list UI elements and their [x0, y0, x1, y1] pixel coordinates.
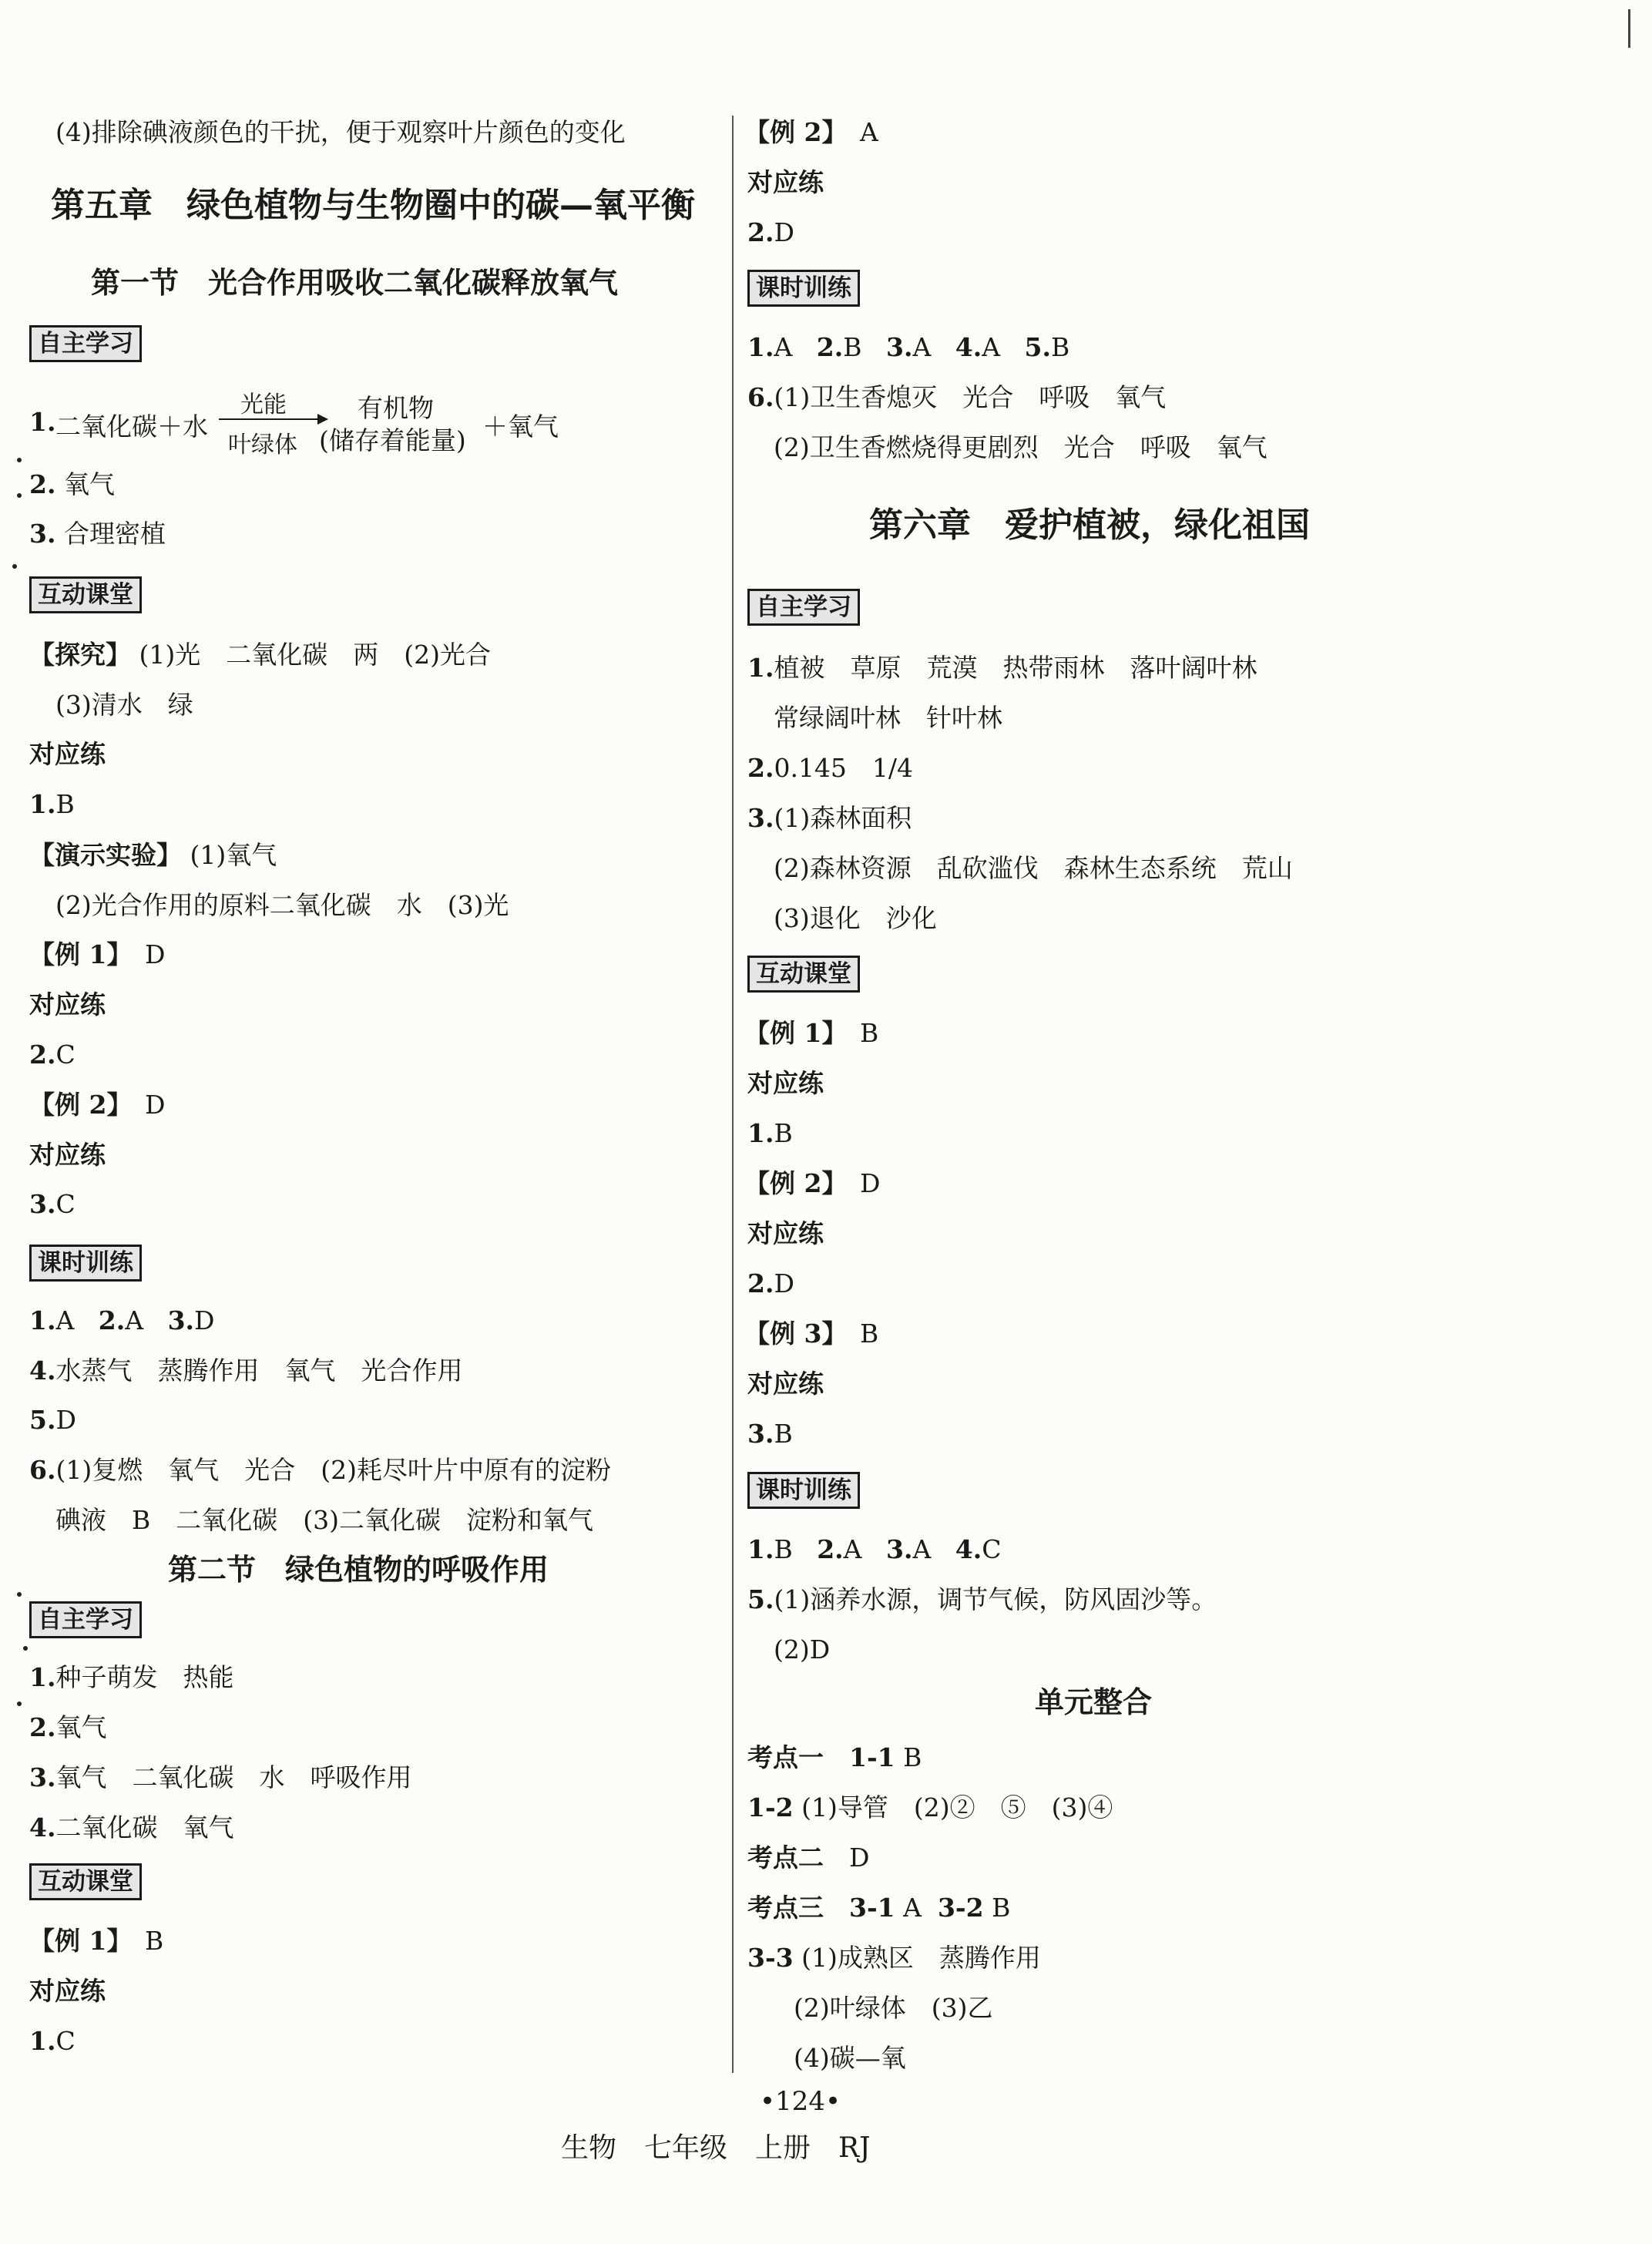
item-number: 2. — [29, 1712, 56, 1742]
bracket-label: 【例 2】 — [744, 117, 834, 147]
answer-text: D — [849, 1843, 870, 1873]
chapter-title: 第六章 爱护植被，绿化祖国 — [869, 506, 1310, 545]
answer-text: (2)森林资源 乱砍滥伐 森林生态系统 荒山 — [774, 853, 1293, 883]
reaction-arrow — [219, 418, 321, 420]
exam-point-label: 考点二 — [747, 1843, 824, 1873]
answer-text: (1)森林面积 — [774, 803, 912, 833]
answer-text: D — [774, 1268, 794, 1298]
answer-text: A — [912, 1534, 932, 1564]
item-number: 1. — [747, 1118, 774, 1148]
answer-text: (1)复燃 氧气 光合 (2)耗尽叶片中原有的淀粉 — [55, 1455, 611, 1485]
exam-point-label: 3-2 — [937, 1893, 984, 1923]
practice-label: 对应练 — [747, 1068, 824, 1098]
margin-mark — [17, 458, 22, 462]
exam-point-label: 3-3 — [747, 1943, 794, 1973]
answer-text: B — [774, 1118, 793, 1148]
practice-label: 对应练 — [747, 1369, 824, 1399]
equation-product-note: (储存着能量) — [319, 425, 466, 455]
answer-row — [747, 1534, 1002, 1564]
bracket-label: 【例 3】 — [744, 1319, 834, 1349]
exam-point-label: 考点一 1-1 — [747, 1742, 895, 1772]
answer-text: C — [55, 2026, 76, 2056]
bracket-label: 【例 1】 — [744, 1018, 834, 1048]
exam-point-label: 考点三 3-1 — [747, 1893, 895, 1923]
answer-text: (2)光合作用的原料二氧化碳 水 (3)光 — [55, 890, 509, 920]
item-number: 1. — [29, 1305, 56, 1335]
item-number: 3. — [29, 1189, 56, 1219]
answer-text: B — [55, 789, 75, 819]
answer-text: 植被 草原 荒漠 热带雨林 落叶阔叶林 — [774, 653, 1257, 683]
answer-row — [29, 1305, 215, 1335]
footer-book-info: 生物 七年级 上册 RJ — [561, 2132, 871, 2164]
answer-text: C — [55, 1040, 76, 1070]
item-number: 1. — [29, 407, 56, 437]
answer-text: (2)D — [774, 1634, 831, 1665]
answer-text: A — [903, 1893, 922, 1923]
answer-text: 氧气 — [55, 1712, 107, 1742]
answer-text: D — [194, 1305, 215, 1335]
answer-text: 氧气 — [63, 469, 115, 499]
answer-text: D — [55, 1405, 76, 1435]
answer-text: (1)光 二氧化碳 两 (2)光合 — [139, 640, 491, 670]
answer-text: 碘液 B 二氧化碳 (3)二氧化碳 淀粉和氧气 — [55, 1505, 593, 1535]
answer-text: (3)退化 沙化 — [774, 903, 937, 933]
item-number: 5. — [29, 1405, 56, 1435]
answer-text: B — [859, 1319, 879, 1349]
section-title: 第二节 绿色植物的呼吸作用 — [168, 1553, 549, 1587]
answer-text: D — [774, 217, 794, 247]
item-number: 4. — [955, 332, 982, 362]
page-edge-mark — [1628, 9, 1630, 48]
answer-text: 0.145 1/4 — [774, 753, 914, 783]
chapter-title: 第五章 绿色植物与生物圈中的碳—氧平衡 — [51, 186, 695, 225]
equation-condition-above: 光能 — [240, 391, 287, 418]
item-number: 1. — [29, 1662, 56, 1692]
section-box-label: 自主学习 — [29, 325, 142, 362]
item-number: 2. — [29, 469, 56, 499]
answer-text: B — [903, 1742, 922, 1772]
bracket-label: 【例 2】 — [29, 1090, 119, 1120]
answer-text: (1)涵养水源，调节气候，防风固沙等。 — [774, 1584, 1217, 1614]
answer-text: C — [982, 1534, 1002, 1564]
item-number: 3. — [747, 803, 774, 833]
item-number: 3. — [29, 1762, 56, 1792]
item-number: 4. — [29, 1812, 56, 1843]
answer-text: 氧气 二氧化碳 水 呼吸作用 — [55, 1762, 412, 1792]
answer-text: A — [859, 117, 878, 147]
answer-text: A — [912, 332, 932, 362]
bracket-label: 【例 1】 — [29, 1926, 119, 1956]
answer-text: B — [859, 1018, 879, 1048]
item-number: 2. — [29, 1040, 56, 1070]
answer-text: (1)氧气 — [190, 840, 277, 870]
answer-text: (2)卫生香燃烧得更剧烈 光合 呼吸 氧气 — [774, 432, 1268, 462]
answer-text: D — [144, 1090, 166, 1120]
answer-text: (1)卫生香熄灭 光合 呼吸 氧气 — [774, 382, 1167, 412]
answer-text: (2)叶绿体 (3)乙 — [794, 1993, 993, 2023]
margin-mark — [17, 1701, 22, 1706]
practice-label: 对应练 — [29, 989, 106, 1020]
answer-row — [747, 334, 1069, 360]
answer-text: (3)清水 绿 — [55, 690, 193, 720]
answer-text: (1)成熟区 蒸腾作用 — [801, 1943, 1041, 1973]
equation-reactants: 二氧化碳＋水 — [55, 412, 208, 442]
text-line: (4)排除碘液颜色的干扰，便于观察叶片颜色的变化 — [55, 117, 626, 147]
item-number: 1. — [747, 1534, 774, 1564]
section-box-label: 互动课堂 — [29, 1863, 142, 1900]
answer-text: A — [55, 1305, 75, 1335]
item-number: 1. — [747, 332, 774, 362]
item-number: 2. — [747, 1268, 774, 1298]
answer-text: B — [992, 1893, 1011, 1923]
section-box-label: 互动课堂 — [29, 576, 142, 613]
item-number: 4. — [955, 1534, 982, 1564]
section-title: 第一节 光合作用吸收二氧化碳释放氧气 — [91, 266, 619, 300]
item-number: 3. — [885, 1534, 913, 1564]
answer-text: 合理密植 — [63, 519, 166, 549]
bracket-label: 【例 1】 — [29, 939, 119, 969]
margin-mark — [17, 1592, 22, 1597]
margin-mark — [12, 564, 17, 569]
item-number: 2. — [747, 217, 774, 247]
section-box-label: 课时训练 — [747, 1472, 860, 1509]
item-number: 3. — [167, 1305, 195, 1335]
item-number: 3. — [29, 519, 56, 549]
answer-text: 常绿阔叶林 针叶林 — [774, 703, 1002, 733]
answer-text: B — [774, 1419, 793, 1449]
item-number: 2. — [816, 332, 844, 362]
unit-summary-title: 单元整合 — [1035, 1685, 1153, 1719]
item-number: 1. — [29, 789, 56, 819]
item-number: 2. — [817, 1534, 844, 1564]
answer-text: B — [843, 332, 862, 362]
practice-label: 对应练 — [29, 1140, 106, 1170]
answer-text: (1)导管 (2)② ⑤ (3)④ — [801, 1792, 1113, 1822]
answer-text: A — [982, 332, 1001, 362]
section-box-label: 课时训练 — [29, 1245, 142, 1282]
answer-text: 种子萌发 热能 — [55, 1662, 234, 1692]
answer-text: D — [144, 939, 166, 969]
item-number: 3. — [747, 1419, 774, 1449]
answer-text: B — [144, 1926, 164, 1956]
item-number: 2. — [747, 753, 774, 783]
answer-text: A — [774, 332, 793, 362]
answer-text: D — [859, 1168, 881, 1198]
section-box-label: 课时训练 — [747, 270, 860, 307]
item-number: 6. — [747, 382, 774, 412]
answer-text: A — [125, 1305, 144, 1335]
section-box-label: 自主学习 — [29, 1601, 142, 1638]
page-number: •124• — [760, 2086, 841, 2117]
answer-text: 水蒸气 蒸腾作用 氧气 光合作用 — [55, 1355, 463, 1386]
answer-text: B — [774, 1534, 793, 1564]
exam-point-label: 1-2 — [747, 1792, 794, 1822]
equation-rhs: ＋氧气 — [482, 412, 559, 442]
equation-condition-below: 叶绿体 — [228, 432, 297, 459]
bracket-label: 【探究】 — [29, 640, 131, 670]
practice-label: 对应练 — [747, 167, 824, 197]
bracket-label: 【例 2】 — [744, 1168, 834, 1198]
answer-text: (4)碳—氧 — [794, 2043, 906, 2073]
section-box-label: 互动课堂 — [747, 956, 860, 993]
practice-label: 对应练 — [29, 739, 106, 769]
practice-label: 对应练 — [747, 1218, 824, 1248]
answer-text: C — [55, 1189, 76, 1219]
item-number: 5. — [747, 1584, 774, 1614]
column-divider — [732, 116, 734, 2073]
answer-text: 二氧化碳 氧气 — [55, 1812, 234, 1843]
answer-text: B — [1051, 332, 1070, 362]
item-number: 3. — [885, 332, 913, 362]
bracket-label: 【演示实验】 — [29, 840, 182, 870]
answer-text: A — [843, 1534, 862, 1564]
section-box-label: 自主学习 — [747, 589, 860, 626]
margin-mark — [23, 1646, 28, 1651]
equation-product: 有机物 — [358, 393, 434, 423]
margin-mark — [17, 493, 22, 498]
item-number: 2. — [98, 1305, 126, 1335]
item-number: 6. — [29, 1455, 56, 1485]
item-number: 1. — [747, 653, 774, 683]
item-number: 5. — [1024, 332, 1051, 362]
item-number: 4. — [29, 1355, 56, 1386]
practice-label: 对应练 — [29, 1976, 106, 2006]
item-number: 1. — [29, 2026, 56, 2056]
